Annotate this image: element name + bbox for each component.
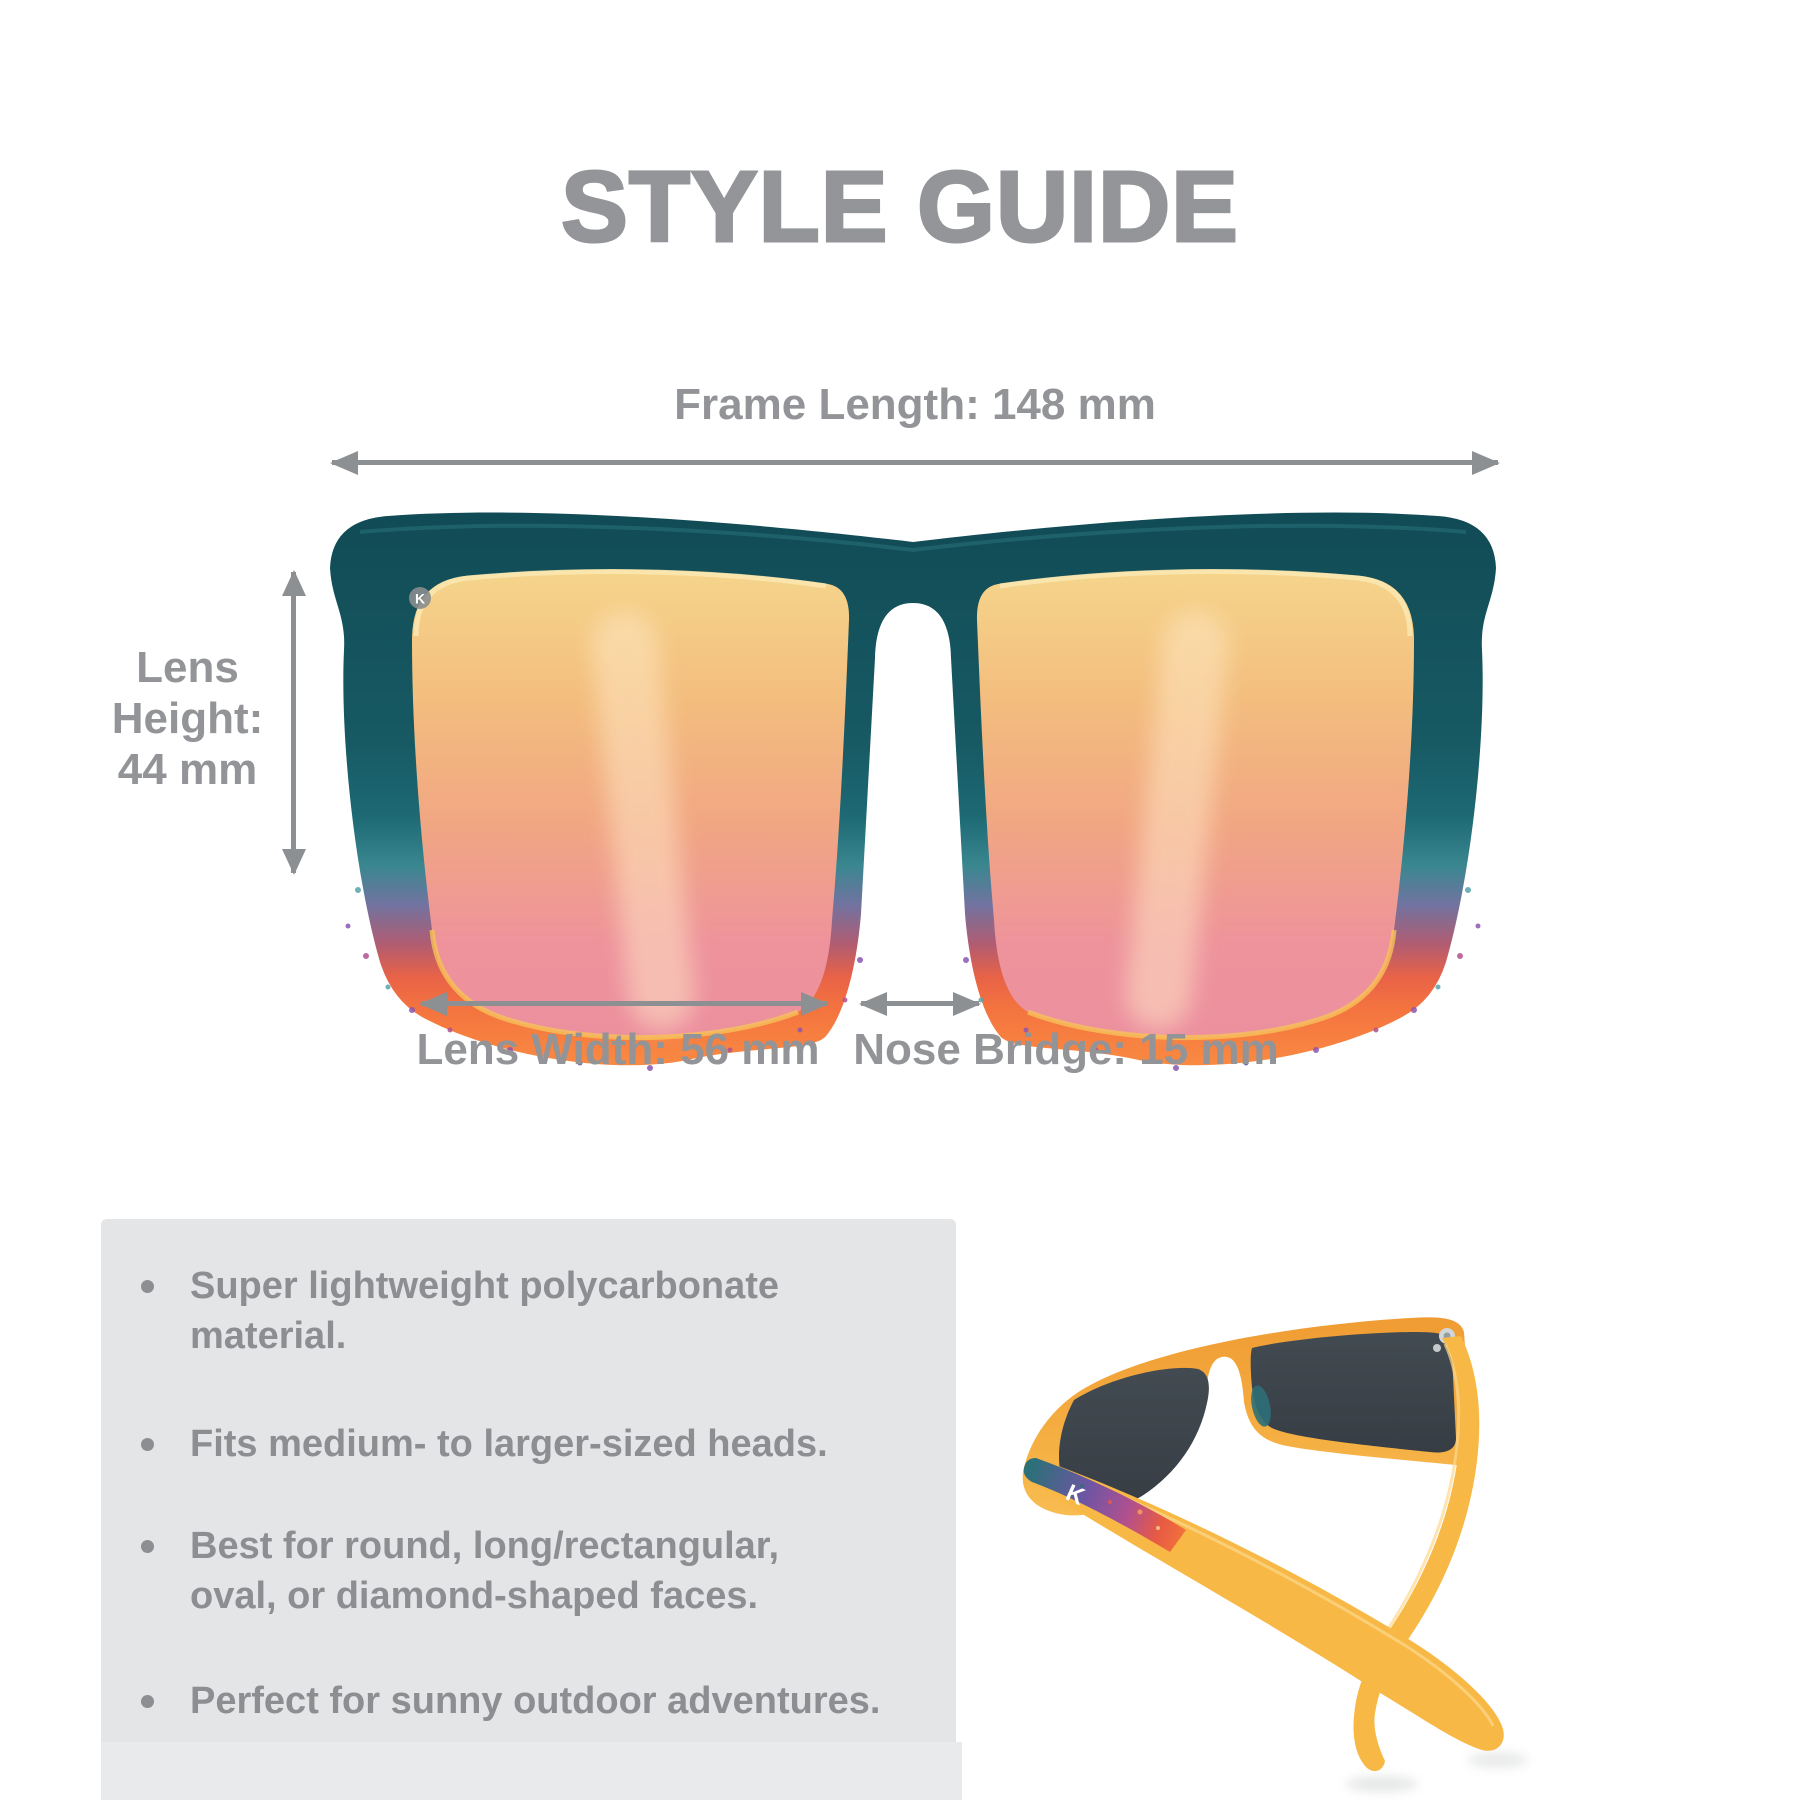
- nose-bridge-arrow-icon: [861, 1001, 979, 1006]
- brand-logo-front-letter: K: [414, 590, 426, 607]
- bullet-icon: [141, 1438, 154, 1451]
- temple-tip-shadow: [1346, 1776, 1418, 1792]
- feature-line: Best for round, long/rectangular,: [190, 1525, 780, 1567]
- feature-item: [141, 1676, 921, 1726]
- sunglasses-front-view: [300, 490, 1520, 1090]
- feature-item: [141, 1261, 921, 1361]
- lens-height-line3: 44 mm: [117, 745, 258, 794]
- sunglasses-back-view: [990, 1290, 1550, 1800]
- feature-item: [141, 1419, 921, 1469]
- feature-item: [141, 1521, 921, 1621]
- brand-logo-front: [409, 587, 431, 609]
- lens-height-line1: Lens: [136, 643, 239, 692]
- brand-logo-back-temple: K: [1061, 1479, 1089, 1512]
- frame-length-arrow-icon: [332, 460, 1498, 465]
- lens-height-label: [80, 642, 295, 795]
- bullet-icon: [141, 1540, 154, 1553]
- feature-line: Perfect for sunny outdoor adventures.: [190, 1680, 881, 1722]
- feature-line: oval, or diamond-shaped faces.: [190, 1575, 759, 1617]
- bullet-icon: [141, 1280, 154, 1293]
- page-title: STYLE GUIDE: [561, 151, 1239, 263]
- bullet-icon: [141, 1695, 154, 1708]
- lens-width-arrow-icon: [421, 1001, 827, 1006]
- temple-tip-shadow: [1468, 1752, 1528, 1768]
- feature-line: Fits medium- to larger-sized heads.: [190, 1423, 828, 1465]
- lens-height-line2: Height:: [111, 694, 264, 743]
- feature-line: material.: [190, 1315, 347, 1357]
- feature-line: Super lightweight polycarbonate: [190, 1265, 780, 1307]
- features-box-shadow: [101, 1742, 962, 1800]
- lens-width-label: Lens Width: 56 mm: [416, 1025, 820, 1074]
- lens-height-arrow-icon: [291, 572, 296, 873]
- frame-length-label: Frame Length: 148 mm: [674, 380, 1156, 429]
- nose-bridge-label: Nose Bridge: 15 mm: [853, 1025, 1279, 1074]
